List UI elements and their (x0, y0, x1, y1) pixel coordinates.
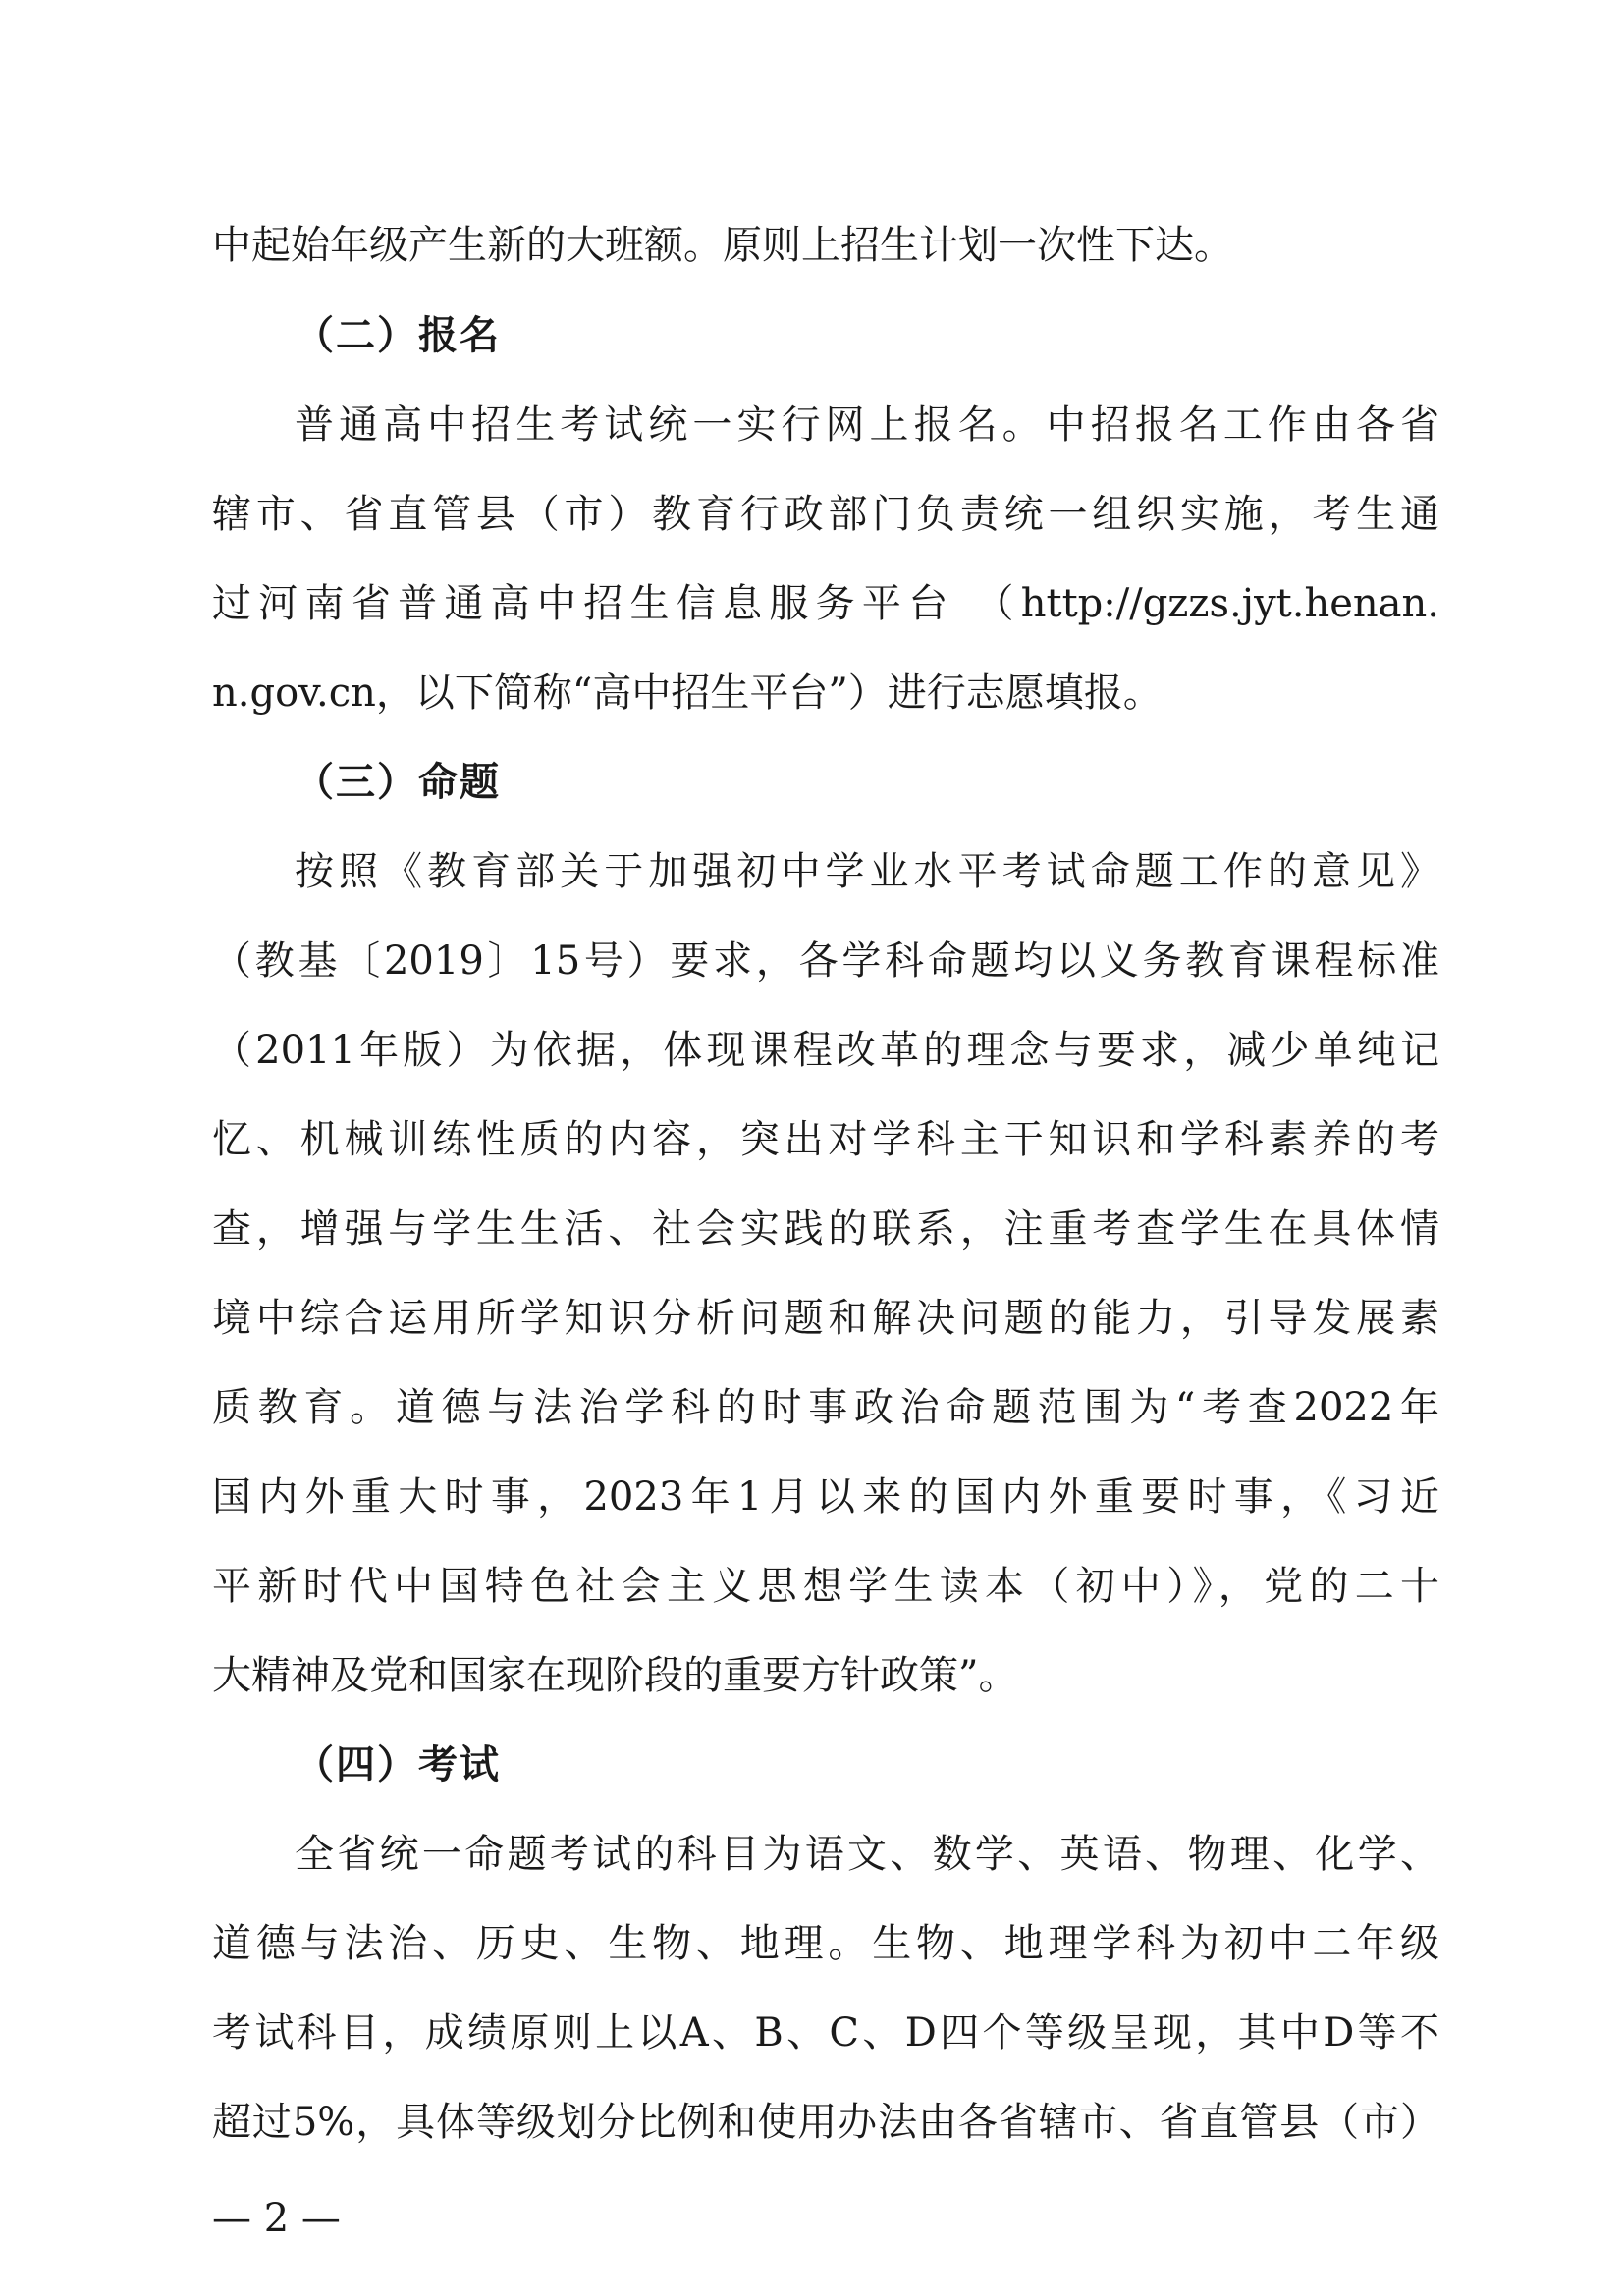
paragraph-line: 普通高中招生考试统一实行网上报名。中招报名工作由各省 (295, 402, 1439, 448)
paragraph-line: 道德与法治、历史、生物、地理。生物、地理学科为初中二年级 (212, 1921, 1439, 1966)
paragraph-line: 平新时代中国特色社会主义思想学生读本（初中）》，党的二十 (212, 1564, 1439, 1609)
paragraph-line: n.gov.cn，以下简称“高中招生平台”）进行志愿填报。 (212, 670, 1163, 716)
paragraph-line: 过河南省普通高中招生信息服务平台 （http://gzzs.jyt.henan. (212, 581, 1439, 626)
paragraph-line: 按照《教育部关于加强初中学业水平考试命题工作的意见》 (295, 849, 1439, 894)
section-heading-registration: （二）报名 (295, 312, 501, 358)
page-number: — 2 — (212, 2196, 341, 2241)
paragraph-line: 全省统一命题考试的科目为语文、数学、英语、物理、化学、 (295, 1832, 1439, 1877)
paragraph-line: 辖市、省直管县（市）教育行政部门负责统一组织实施，考生通 (212, 492, 1439, 537)
paragraph-line: （2011年版）为依据，体现课程改革的理念与要求，减少单纯记 (212, 1028, 1439, 1073)
paragraph-line: 查，增强与学生生活、社会实践的联系，注重考查学生在具体情 (212, 1206, 1439, 1252)
paragraph-line: 大精神及党和国家在现阶段的重要方针政策”。 (212, 1653, 1018, 1698)
paragraph-line: 忆、机械训练性质的内容，突出对学科主干知识和学科素养的考 (212, 1117, 1439, 1162)
paragraph-line: 超过5%，具体等级划分比例和使用办法由各省辖市、省直管县（市） (212, 2100, 1439, 2145)
section-heading-exam: （四）考试 (295, 1741, 501, 1788)
paragraph-line: 中起始年级产生新的大班额。原则上招生计划一次性下达。 (212, 223, 1233, 268)
paragraph-line: 考试科目，成绩原则上以A、B、C、D四个等级呈现，其中D等不 (212, 2010, 1439, 2056)
section-heading-proposition: （三）命题 (295, 759, 501, 805)
paragraph-line: 境中综合运用所学知识分析问题和解决问题的能力，引导发展素 (212, 1296, 1439, 1341)
paragraph-line: 国内外重大时事，2023年1月以来的国内外重要时事，《习近 (212, 1474, 1439, 1520)
paragraph-line: 质教育。道德与法治学科的时事政治命题范围为“考查2022年 (212, 1385, 1439, 1430)
paragraph-line: （教基〔2019〕15号）要求，各学科命题均以义务教育课程标准 (212, 938, 1439, 984)
